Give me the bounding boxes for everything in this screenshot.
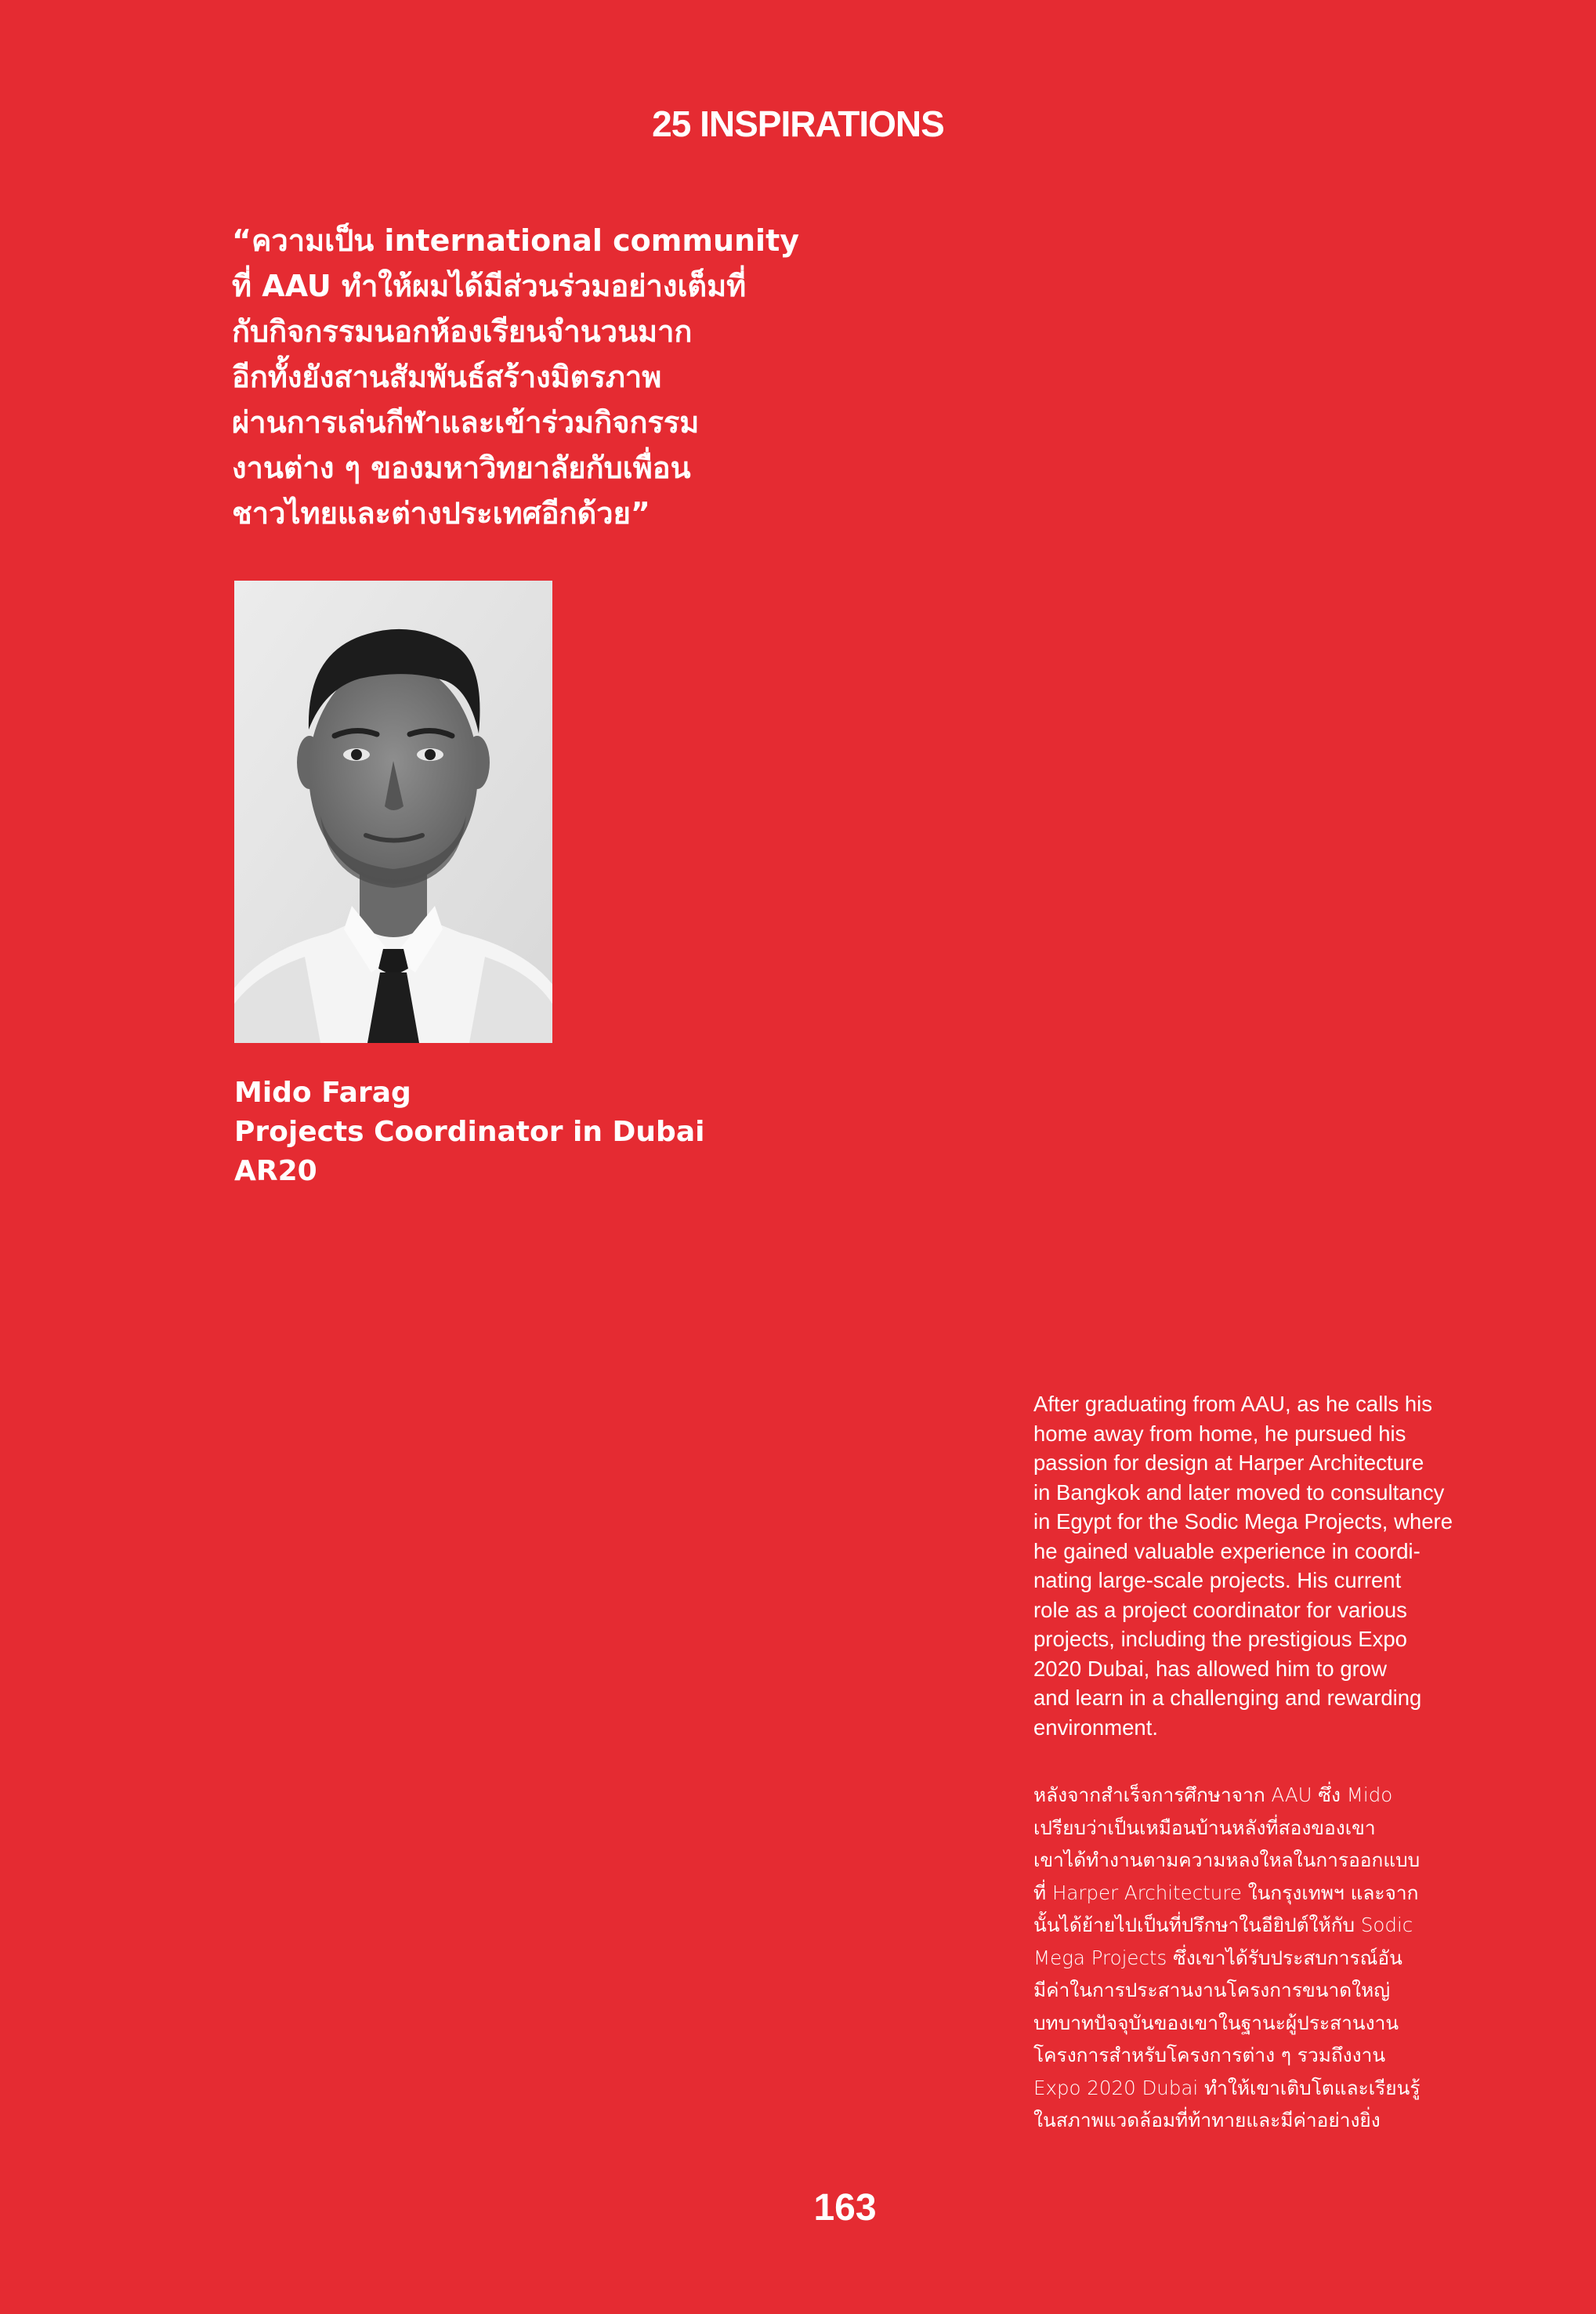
body-line: After graduating from AAU, as he calls his — [1033, 1392, 1432, 1416]
body-text-thai — [1033, 1779, 1472, 2137]
pull-quote — [232, 218, 800, 536]
quote-line: กับกิจกรรมนอกห้องเรียนจำนวนมาก — [232, 314, 693, 349]
body-line: Mega Projects ซึ่งเขาได้รับประสบการณ์อัน — [1033, 1946, 1402, 1969]
body-text-english — [1033, 1389, 1472, 1742]
body-line: หลังจากสำเร็จการศึกษาจาก AAU ซึ่ง Mido — [1033, 1783, 1393, 1806]
quote-line: ที่ AAU ทำให้ผมได้มีส่วนร่วมอย่างเต็มที่ — [232, 269, 747, 303]
body-line: passion for design at Harper Architecture — [1033, 1450, 1424, 1475]
person-class: AR20 — [234, 1155, 317, 1187]
body-line: in Bangkok and later moved to consultancy — [1033, 1479, 1445, 1505]
body-line: นั้นได้ย้ายไปเป็นที่ปรึกษาในอียิปต์ให้กับ Sodic — [1033, 1914, 1413, 1936]
body-line: โครงการสำหรับโครงการต่าง ๆ รวมถึงงาน — [1033, 2044, 1386, 2066]
page-title: 25 INSPIRATIONS — [652, 103, 944, 144]
body-line: บทบาทปัจจุบันของเขาในฐานะผู้ประสานงาน — [1033, 2011, 1399, 2034]
body-line: in Egypt for the Sodic Mega Projects, where — [1033, 1509, 1453, 1534]
body-line: environment. — [1033, 1715, 1158, 1740]
portrait-illustration — [234, 581, 552, 1043]
body-line: and learn in a challenging and rewarding — [1033, 1686, 1422, 1710]
body-line: เขาได้ทำงานตามความหลงใหลในการออกแบบ — [1033, 1849, 1420, 1871]
person-caption — [234, 1074, 704, 1191]
quote-line: อีกทั้งยังสานสัมพันธ์สร้างมิตรภาพ — [232, 360, 662, 394]
quote-line: ชาวไทยและต่างประเทศอีกด้วย” — [232, 496, 650, 531]
body-line: มีค่าในการประสานงานโครงการขนาดใหญ่ — [1033, 1979, 1391, 2001]
body-line: he gained valuable experience in coordi- — [1033, 1538, 1420, 1563]
portrait-photo — [234, 581, 552, 1043]
body-line: Expo 2020 Dubai ทำให้เขาเติบโตและเรียนรู้ — [1033, 2076, 1420, 2099]
page-number: 163 — [813, 2187, 877, 2229]
body-line: ที่ Harper Architecture ในกรุงเทพฯ และจาก — [1033, 1881, 1419, 1904]
body-line: เปรียบว่าเป็นเหมือนบ้านหลังที่สองของเขา — [1033, 1816, 1376, 1839]
quote-line: ผ่านการเล่นกีฬาและเข้าร่วมกิจกรรม — [232, 405, 700, 440]
quote-line: งานต่าง ๆ ของมหาวิทยาลัยกับเพื่อน — [232, 451, 691, 485]
body-line: 2020 Dubai, has allowed him to grow — [1033, 1656, 1387, 1681]
body-line: projects, including the prestigious Expo — [1033, 1627, 1407, 1651]
quote-line: “ความเป็น international community — [232, 223, 800, 258]
person-role: Projects Coordinator in Dubai — [234, 1116, 705, 1148]
body-line: role as a project coordinator for various — [1033, 1597, 1407, 1622]
body-line: nating large-scale projects. His current — [1033, 1568, 1402, 1592]
body-line: ในสภาพแวดล้อมที่ท้าทายและมีค่าอย่างยิ่ง — [1033, 2109, 1381, 2131]
body-line: home away from home, he pursued his — [1033, 1421, 1406, 1446]
person-name: Mido Farag — [234, 1077, 411, 1109]
